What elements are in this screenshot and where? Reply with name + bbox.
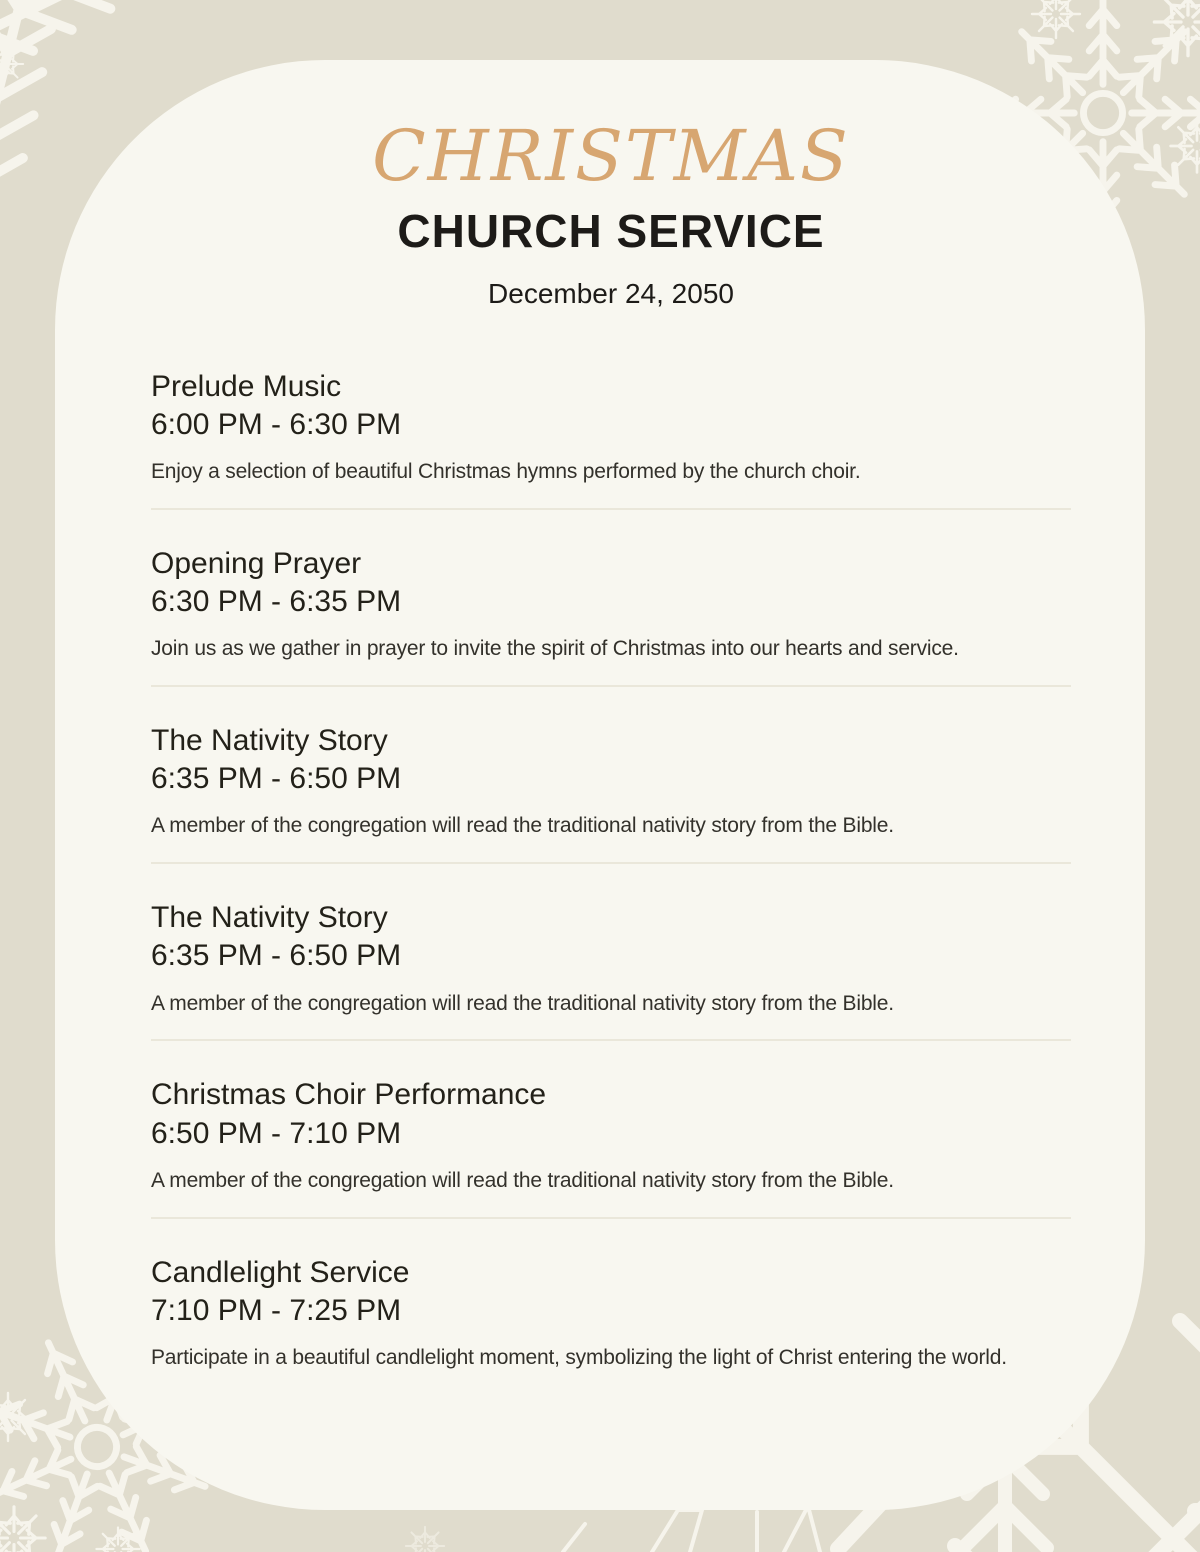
schedule-item-description: Join us as we gather in prayer to invite the spirit of Christmas into our hearts and service. [151, 637, 959, 661]
schedule-item-title: Opening Prayer [151, 547, 362, 581]
schedule-item [151, 899, 1071, 1041]
schedule-item-title: Prelude Music [151, 370, 342, 404]
schedule-item [151, 1076, 1071, 1218]
schedule-divider [151, 862, 1071, 864]
title-christmas: CHRISTMAS [372, 115, 850, 197]
schedule-item-title: Candlelight Service [151, 1255, 410, 1289]
schedule-item-time: 6:35 PM - 6:50 PM [151, 939, 402, 973]
schedule-item-title: The Nativity Story [151, 724, 388, 758]
schedule-item-description: A member of the congregation will read the traditional nativity story from the Bible. [151, 814, 894, 838]
schedule-item-description: Participate in a beautiful candlelight moment, symbolizing the light of Christ entering the world. [151, 1345, 1007, 1369]
schedule-item [151, 722, 1071, 864]
schedule-list [151, 368, 1071, 1374]
schedule-divider [151, 1039, 1071, 1041]
schedule-item [151, 1254, 1071, 1374]
program-card [55, 60, 1145, 1510]
schedule-divider [151, 508, 1071, 510]
schedule-divider [151, 1217, 1071, 1219]
title-church-service: CHURCH SERVICE [397, 205, 825, 257]
schedule-item-description: A member of the congregation will read the traditional nativity story from the Bible. [151, 1168, 894, 1192]
schedule-item-description: A member of the congregation will read the traditional nativity story from the Bible. [151, 991, 894, 1015]
schedule-item-time: 6:35 PM - 6:50 PM [151, 762, 402, 796]
schedule-item-time: 6:50 PM - 7:10 PM [151, 1116, 402, 1150]
schedule-divider [151, 685, 1071, 687]
program-header [151, 115, 1071, 310]
schedule-item-time: 6:00 PM - 6:30 PM [151, 408, 402, 442]
schedule-item [151, 368, 1071, 510]
schedule-item-time: 6:30 PM - 6:35 PM [151, 585, 402, 619]
schedule-item-title: Christmas Choir Performance [151, 1078, 547, 1112]
service-date: December 24, 2050 [488, 278, 734, 310]
schedule-item-time: 7:10 PM - 7:25 PM [151, 1293, 402, 1327]
schedule-item-description: Enjoy a selection of beautiful Christmas hymns performed by the church choir. [151, 460, 861, 484]
snowflake-outline-bottom-center-icon [563, 1506, 820, 1552]
schedule-item [151, 545, 1071, 687]
schedule-item-title: The Nativity Story [151, 901, 388, 935]
